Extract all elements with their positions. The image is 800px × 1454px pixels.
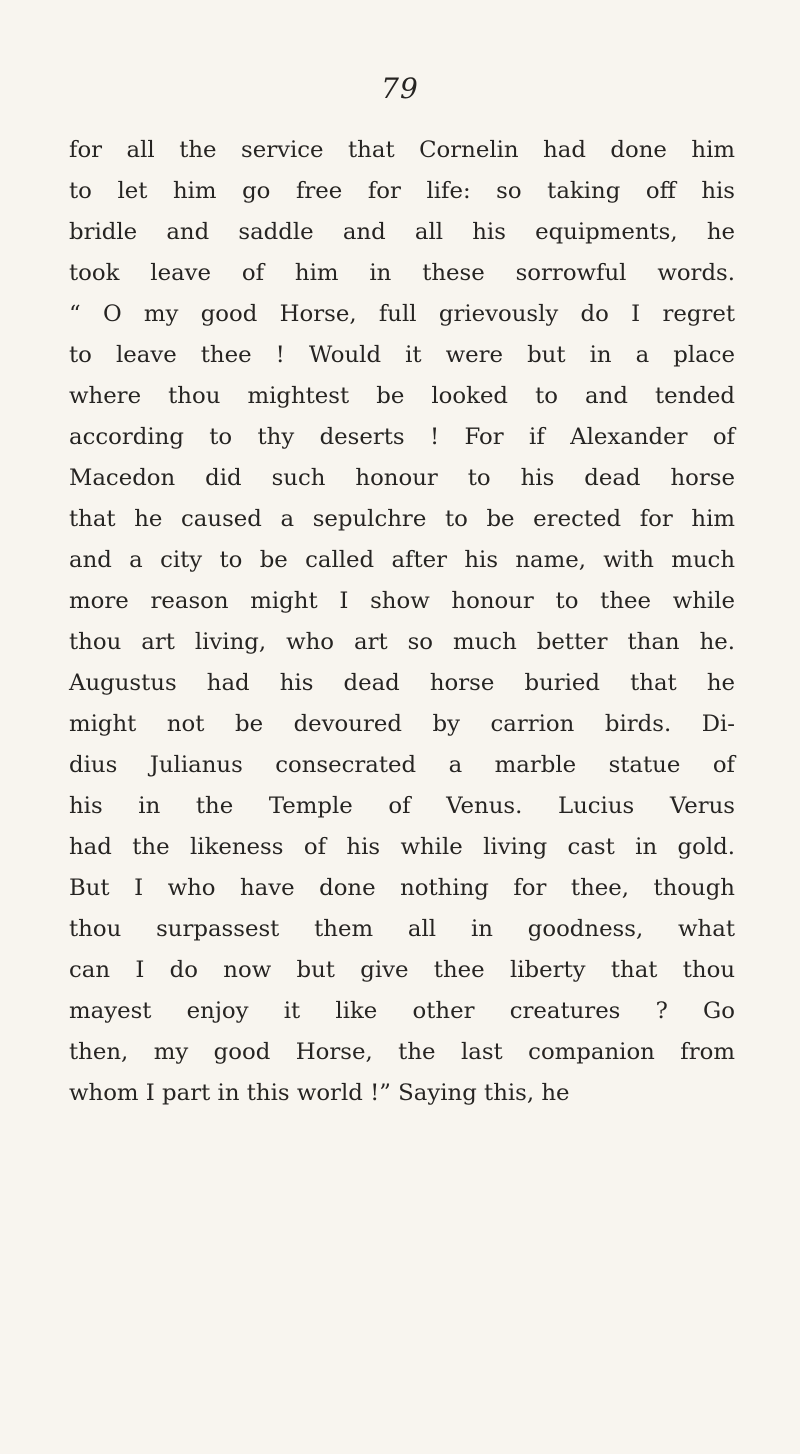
text-line: where thou mightest be looked to and tended [69,383,735,409]
text-line: had the likeness of his while living cast in gold. [69,834,735,860]
text-line: “ O my good Horse, full grievously do I regret [69,301,735,327]
text-line: his in the Temple of Venus. Lucius Verus [69,793,735,819]
text-line: bridle and saddle and all his equipments, he [69,219,735,245]
text-line: more reason might I show honour to thee while [69,588,735,614]
text-line: dius Julianus consecrated a marble statue of [69,752,735,778]
text-line: might not be devoured by carrion birds. Di- [69,711,735,737]
text-line: mayest enjoy it like other creatures ? Go [69,998,735,1024]
text-line: to let him go free for life: so taking off his [69,178,735,204]
body-text [69,130,735,1114]
text-line: But I who have done nothing for thee, though [69,875,735,901]
text-line: according to thy deserts ! For if Alexander of [69,424,735,450]
text-line: thou art living, who art so much better than he. [69,629,735,655]
text-line: Augustus had his dead horse buried that he [69,670,735,696]
text-line: to leave thee ! Would it were but in a place [69,342,735,368]
text-line: whom I part in this world !” Saying this, he [69,1080,570,1106]
page-number: 79 [381,72,419,105]
text-line: then, my good Horse, the last companion from [69,1039,735,1065]
text-line: thou surpassest them all in goodness, what [69,916,735,942]
text-line: for all the service that Cornelin had done him [69,137,735,163]
text-line: that he caused a sepulchre to be erected for him [69,506,735,532]
text-line: Macedon did such honour to his dead horse [69,465,735,491]
text-line: and a city to be called after his name, with much [69,547,735,573]
text-line: took leave of him in these sorrowful words. [69,260,735,286]
text-line: can I do now but give thee liberty that thou [69,957,735,983]
